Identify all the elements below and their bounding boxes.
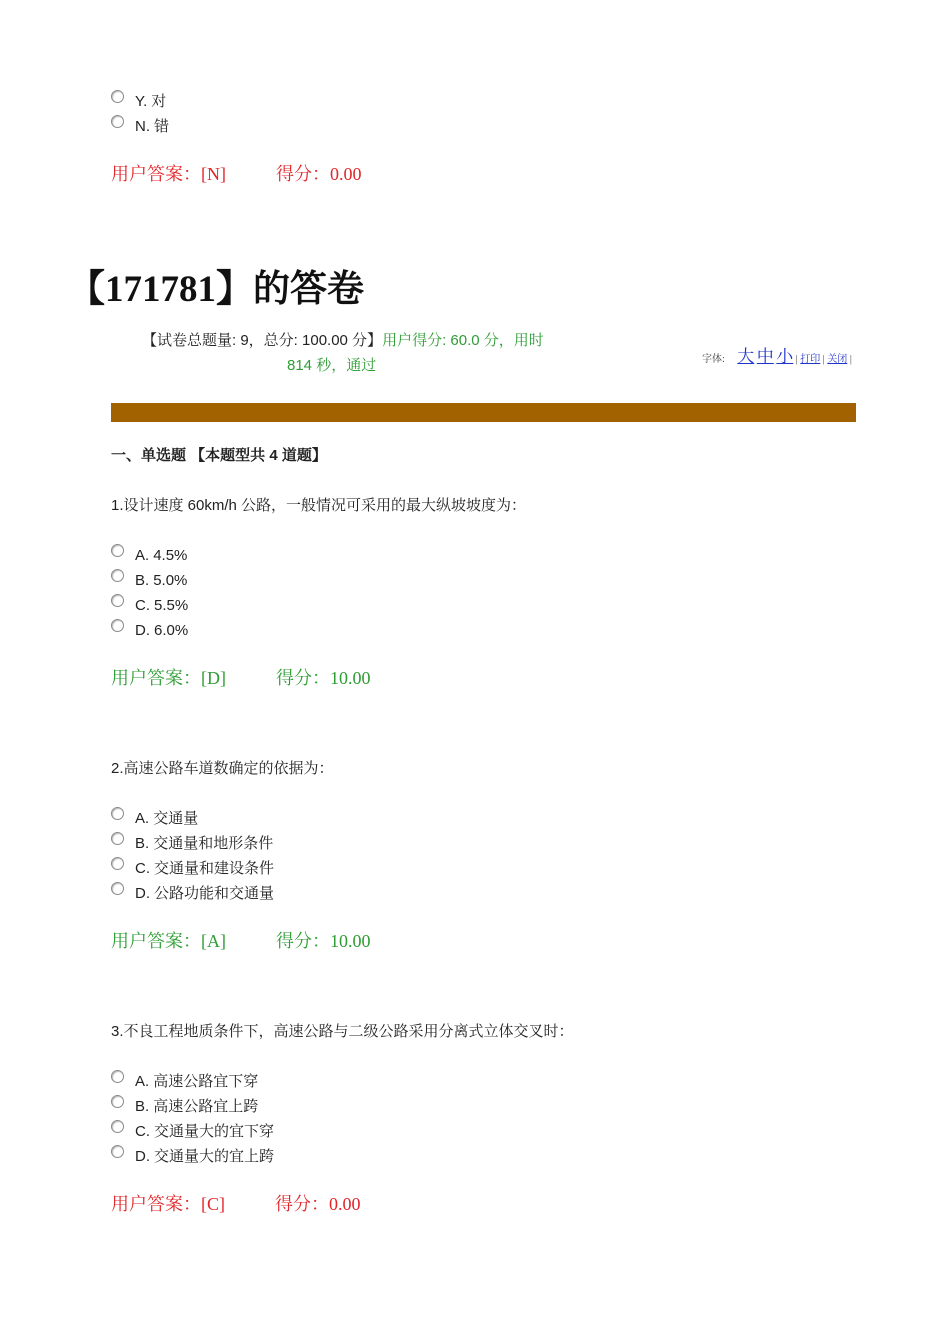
option-text: 交通量 xyxy=(153,810,199,827)
option-n[interactable] xyxy=(111,115,169,140)
option-text: 6.0% xyxy=(154,622,189,639)
separator: | xyxy=(822,354,825,365)
option-text: 5.5% xyxy=(154,597,189,614)
answer-line xyxy=(111,160,362,186)
font-toolbar xyxy=(702,342,852,367)
option-text: 高速公路宜上跨 xyxy=(153,1098,259,1115)
radio-button[interactable] xyxy=(111,90,124,103)
option-c[interactable] xyxy=(111,1120,274,1145)
radio-button[interactable] xyxy=(111,1120,124,1133)
question-text: 2.高速公路车道数确定的依据为： xyxy=(111,760,334,777)
option-a[interactable] xyxy=(111,544,187,569)
option-text: 5.0% xyxy=(153,572,188,589)
summary-time: 814 秒，通过 xyxy=(287,357,377,374)
option-text: 交通量和建设条件 xyxy=(154,860,275,877)
option-b[interactable] xyxy=(111,1095,258,1120)
radio-button[interactable] xyxy=(111,619,124,632)
score: 得分：0.00 xyxy=(276,164,362,184)
answer-line xyxy=(111,1190,361,1216)
summary-score: 用户得分: 60.0 分，用时 xyxy=(382,332,544,349)
question-text: 1.设计速度 60km/h 公路，一般情况可采用的最大纵坡坡度为： xyxy=(111,497,527,514)
option-key: A. xyxy=(135,1073,150,1090)
close-link[interactable]: 关闭 xyxy=(827,354,848,365)
option-a[interactable] xyxy=(111,1070,258,1095)
score: 得分：10.00 xyxy=(276,931,371,951)
option-key: A. xyxy=(135,547,150,564)
font-small-link[interactable]: 小 xyxy=(776,347,794,366)
radio-button[interactable] xyxy=(111,882,124,895)
option-key: D. xyxy=(135,1148,150,1165)
option-key: Y. xyxy=(135,93,148,110)
option-key: D. xyxy=(135,885,150,902)
radio-button[interactable] xyxy=(111,1070,124,1083)
option-key: D. xyxy=(135,622,150,639)
option-text: 公路功能和交通量 xyxy=(154,885,275,902)
radio-button[interactable] xyxy=(111,807,124,820)
option-c[interactable] xyxy=(111,857,274,882)
option-d[interactable] xyxy=(111,1145,274,1170)
question-text: 3.不良工程地质条件下，高速公路与二级公路采用分离式立体交叉时： xyxy=(111,1023,574,1040)
option-c[interactable] xyxy=(111,594,188,619)
user-answer: 用户答案：[C] xyxy=(111,1194,225,1214)
radio-button[interactable] xyxy=(111,1095,124,1108)
print-link[interactable]: 打印 xyxy=(800,354,821,365)
option-text: 交通量大的宜下穿 xyxy=(154,1123,275,1140)
user-answer: 用户答案：[N] xyxy=(111,164,226,184)
option-a[interactable] xyxy=(111,807,198,832)
score: 得分：10.00 xyxy=(276,668,371,688)
option-text: 高速公路宜下穿 xyxy=(153,1073,259,1090)
option-key: A. xyxy=(135,810,150,827)
option-key: B. xyxy=(135,1098,150,1115)
option-text: 错 xyxy=(154,118,170,135)
radio-button[interactable] xyxy=(111,115,124,128)
font-medium-link[interactable]: 中 xyxy=(756,347,774,366)
font-large-link[interactable]: 大 xyxy=(737,347,755,366)
separator: | xyxy=(849,354,852,365)
option-y[interactable] xyxy=(111,90,166,115)
user-answer: 用户答案：[A] xyxy=(111,931,226,951)
separator: | xyxy=(795,354,798,365)
option-key: B. xyxy=(135,835,150,852)
radio-button[interactable] xyxy=(111,569,124,582)
option-key: N. xyxy=(135,118,150,135)
option-text: 交通量大的宜上跨 xyxy=(154,1148,275,1165)
divider-bar xyxy=(111,403,856,422)
radio-button[interactable] xyxy=(111,857,124,870)
option-d[interactable] xyxy=(111,882,274,907)
option-b[interactable] xyxy=(111,832,273,857)
radio-button[interactable] xyxy=(111,544,124,557)
page-title: 【171781】的答卷 xyxy=(68,269,364,310)
score: 得分：0.00 xyxy=(275,1194,361,1214)
option-key: C. xyxy=(135,860,150,877)
option-b[interactable] xyxy=(111,569,187,594)
radio-button[interactable] xyxy=(111,594,124,607)
radio-button[interactable] xyxy=(111,832,124,845)
option-text: 对 xyxy=(151,93,167,110)
exam-summary xyxy=(142,328,544,378)
answer-line xyxy=(111,927,371,953)
answer-line xyxy=(111,664,371,690)
option-key: C. xyxy=(135,1123,150,1140)
option-text: 4.5% xyxy=(153,547,188,564)
font-label: 字体: xyxy=(702,354,725,365)
option-d[interactable] xyxy=(111,619,188,644)
user-answer: 用户答案：[D] xyxy=(111,668,226,688)
option-key: B. xyxy=(135,572,150,589)
option-text: 交通量和地形条件 xyxy=(153,835,274,852)
summary-total: 【试卷总题量: 9，总分: 100.00 分】 xyxy=(142,332,383,349)
section-title: 一、单选题 【本题型共 4 道题】 xyxy=(111,447,327,464)
option-key: C. xyxy=(135,597,150,614)
radio-button[interactable] xyxy=(111,1145,124,1158)
